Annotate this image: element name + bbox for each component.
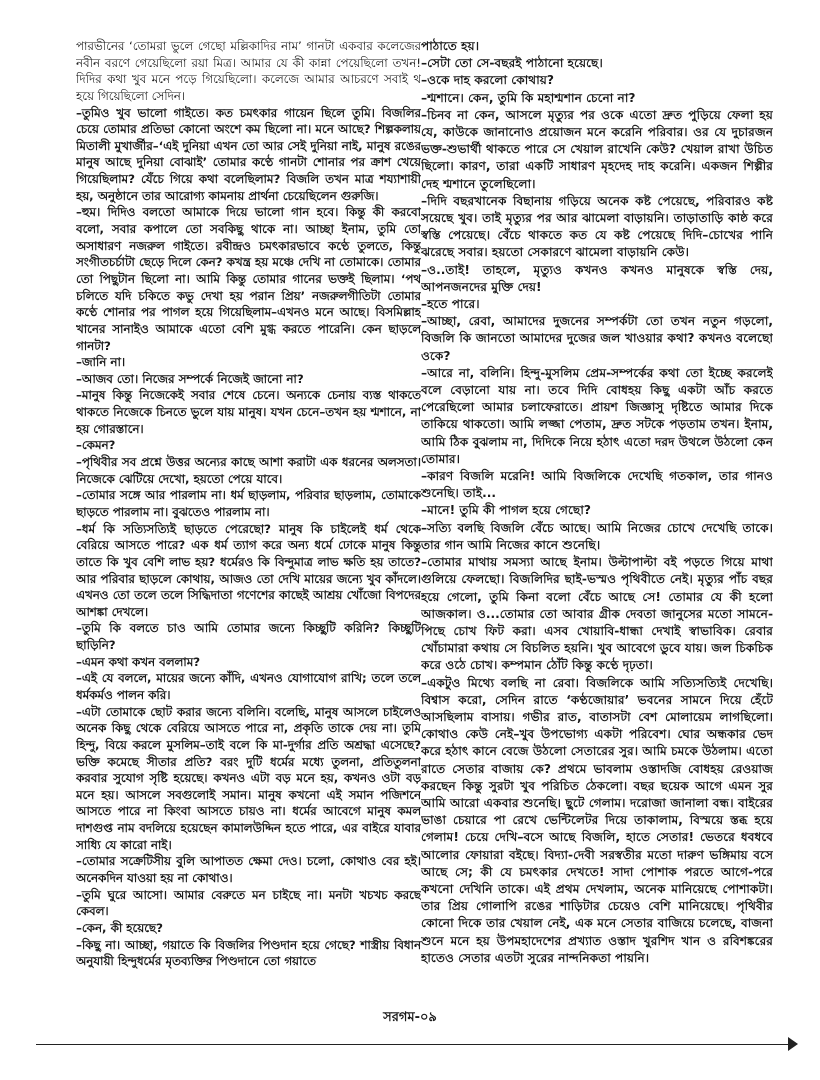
dialogue-paragraph: –তুমিও খুব ভালো গাইতে। কত চমৎকার গায়েন ছিলে তুমি। বিজলির চেয়ে তোমার প্রতিভা কোনো অংশে কম ছিলো না। মনে আছে? শিল্পকলায় মিতালী মুখার্জীর–‘এই দুনিয়া এখন তো আর সেই দুনিয়া নাই, মানুষ রঙের মানুষ আছে দুনিয়া বোঝাই’ তোমার কণ্ঠে গানটা শোনার পর ক্রাশ খেয়ে গিয়েছিলাম? যেঁচে গিয়ে কথা বলেছিলাম? বিজলি তখন মাত্র শয্যাশায়ী হয়, অনুষ্ঠানে তার আরোগ্য কামনায় প্রার্থনা চেয়েছিলেন গুরুজি। (76, 105, 421, 203)
right-text-column (421, 38, 773, 998)
dialogue-paragraph: –কেন, কী হয়েছে? (76, 920, 163, 935)
dialogue-paragraph: –এটা তোমাকে ছোট করার জন্যে বলিনি। বলেছি, মানুষ আসলে চাইলেও অনেক কিছু থেকে বেরিয়ে আসতে পারে না, প্রকৃতি তাকে দেয় না। তুমি হিন্দু, বিয়ে করলে মুসলিম–তাই বলে কি মা-দুর্গার প্রতি অশ্রদ্ধা এসেছে? ভক্তি কমেছে সীতার প্রতি? বরং দুটি ধর্মের মধ্যে তুলনা, প্রতিতুলনা করবার সুযোগ সৃষ্টি হয়েছে। কখনও এটা বড় মনে হয়, কখনও ওটা বড় মনে হয়। আসলে সবগুলোই সমান। মানুষ কখনো এই সমান পজিশনে আসতে পারে না কিংবা আসতে চায়ও না। ধর্মের আবেগে মানুষ কমল দাশগুপ্ত নাম বদলিয়ে হয়েছেন কামালউদ্দিন হতে পারে, এর বাইরে যাবার সাধ্যি যে কারো নাই। (76, 704, 421, 852)
dialogue-paragraph: –মানে! তুমি কী পাগল হয়ে গেছো? (421, 503, 591, 518)
dialogue-paragraph: –ওকে দাহ করলো কোথায়? (421, 73, 554, 88)
dialogue-paragraph: –এই যে বললে, মায়ের জন্যে কাঁদি, এখনও যোগাযোগ রাখি; তলে তলে ধর্মকর্মও পালন করি। (76, 671, 421, 702)
dialogue-paragraph: –হতে পারে। (421, 297, 480, 312)
dialogue-paragraph: –জানি না। (76, 355, 126, 370)
dialogue-paragraph: –তোমার মাথায় সমস্যা আছে ইনাম। উল্টাপাল্টা বই পড়তে গিয়ে মাথা গুলিয়ে ফেলছো। বিজলিদির ছাই-ভস্মও পৃথিবীতে নেই। মৃত্যুর পাঁচ বছর হয়ে গেলো, তুমি কিনা বলো বেঁচে আছে সে! তোমার যে কী হলো আজকাল। ও...তোমার তো আবার গ্রীক দেবতা জানুসের মতো সামনে-পিছে চোখ ফিট করা। এসব খোয়াবি-ধান্ধা দেখাই স্বাভাবিক। রেবার খোঁচামারা কথায় সে বিচলিত হয়নি। খুব আবেগে ডুবে যায়। জল চিকচিক করে ওঠে চোখ। কম্পমান ঠোঁট কিন্তু কণ্ঠে দৃঢ়তা। (421, 555, 773, 673)
dialogue-paragraph: –তোমার সঙ্গে আর পারলাম না। ধর্ম ছাড়লাম, পরিবার ছাড়লাম, তোমাকে ছাড়তে পারলাম না। বুঝতেও পারলাম না। (76, 488, 421, 519)
dialogue-paragraph: –সত্যি বলছি বিজলি বেঁচে আছে। আমি নিজের চোখে দেখেছি তাকে। তার গান আমি নিজের কানে শুনেছি। (421, 520, 773, 552)
dialogue-paragraph: –ধর্ম কি সত্যিসত্যিই ছাড়তে পেরেছো? মানুষ কি চাইলেই ধর্ম থেকে বেরিয়ে আসতে পারে? এক ধর্ম ত্যাগ করে অন্য ধর্মে ঢোকে মানুষ কিন্তু তাতে কি খুব বেশি লাভ হয়? ধর্মেরও কি বিন্দুমাত্র লাভ ক্ষতি হয় তাতে? আর পরিবার ছাড়লে কোথায়, আজও তো দেখি মায়ের জন্যে খুব কাঁদলে। এখনও তো তলে তলে সিদ্ধিদাতা গণেশের কাছেই আশ্রয় খোঁজো বিপদের আশঙ্কা দেখলে। (76, 521, 421, 619)
dialogue-paragraph: –আজব তো। নিজের সম্পর্কে নিজেই জানো না? (76, 371, 304, 386)
dialogue-paragraph: –কিছু না। আচ্ছা, গয়াতে কি বিজলির পিণ্ডদান হয়ে গেছে? শাস্ত্রীয় বিধান অনুযায়ী হিন্দুধর্মের মৃতব্যক্তির পিণ্ডদানে তো গয়াতে (76, 937, 421, 969)
dialogue-paragraph: –পৃথিবীর সব প্রশ্নে উত্তর অন্যের কাছে আশা করাটা এক ধরনের অলসতা। নিজেকে ঝেটিয়ে দেখো, হয়তো পেয়ে যাবে। (76, 455, 421, 486)
left-text-column (76, 38, 421, 998)
dialogue-paragraph: পাঠাতে হয়। (421, 39, 480, 53)
arrow-right-icon (788, 1037, 798, 1051)
dialogue-paragraph: –তুমি কি বলতে চাও আমি তোমার জন্যে কিচ্ছুটি করিনি? কিচ্ছুটি ছাড়িনি? (76, 621, 421, 653)
dialogue-paragraph: –চিনব না কেন, আসলে মৃত্যুর পর ওকে এতো দ্রুত পুড়িয়ে ফেলা হয় যে, কাউকে জানানোও প্রয়োজন মনে করেনি পরিবার। ওর যে দুচারজন ভক্ত-শুভার্থী থাকতে পারে সে খেয়াল রাখেনি কেউ? খেয়াল রাখা উচিত ছিলো। কারণ, তারা একটি সাধারণ মৃহদেহ দাহ করেনি। একজন শিল্পীর দেহ শ্মশানে তুলেছিলো। (421, 107, 773, 191)
paragraph: পারভীনের ‘তোমরা ভুলে গেছো মল্লিকাদির নাম’ গানটা একবার কলেজের নবীন বরণে গেয়েছিলো রয়া মিত্র। আমার যে কী কান্না পেয়েছিলো তখন! দিদির কথা খুব মনে পড়ে গিয়েছিলো। কলেজে আমার আচরণে সবাই থ হয়ে গিয়েছিলো সেদিন। (76, 39, 421, 103)
dialogue-paragraph: –এমন কথা কখন বললাম? (76, 654, 201, 669)
footer-rule (36, 1044, 792, 1045)
dialogue-paragraph: –সেটা তো সে-বছরই পাঠানো হয়েছে। (421, 56, 603, 71)
dialogue-paragraph: –আচ্ছা, রেবা, আমাদের দুজনের সম্পর্কটা তো তখন নতুন গড়লো, বিজলি কি জানতো আমাদের দুজের জল খাওয়ার কথা? কখনও বলেছো ওকে? (421, 314, 773, 363)
dialogue-paragraph: –একটুও মিথ্যে বলছি না রেবা। বিজলিকে আমি সত্যিসত্যিই দেখেছি। বিশ্বাস করো, সেদিন রাতে ‘কণ্ঠজোয়ার’ ভবনের সামনে দিয়ে হেঁটে আসছিলাম বাসায়। গভীর রাত, বাতাসটা বেশ মোলায়েম লাগছিলো। কোথাও কেউ নেই–খুব উপভোগ্য একটা পরিবেশ। ঘোর অন্ধকার ভেদ করে হঠাৎ কানে বেজে উঠলো সেতারের সুর। আমি চমকে উঠলাম। এতো রাতে সেতার বাজায় কে? প্রথমে ভাবলাম ওস্তাদজি বোধহয় রেওয়াজ করছেন কিন্তু সুরটা খুব পরিচিত ঠেকলো। বছর ছয়েক আগে এমন সুর আমি আরো একবার শুনেছি। ছুটে গেলাম। দরোজা জানালা বন্ধ। বাইরের ভাঙা চেয়ারে পা রেখে ভেন্টিলেটর দিয়ে তাকালাম, বিস্ময়ে স্তব্ধ হয়ে গেলাম! চেয়ে দেখি–বসে আছে বিজলি, হাতে সেতার! ভেতরে ধবধবে আলোর ফোয়ারা বইছে। বিদ্যা-দেবী সরস্বতীর মতো দারুণ ভঙ্গিমায় বসে আছে সে; কী যে চমৎকার দেখতে! সাদা পোশাক পরতে আগে-পরে কখনো দেখিনি তাকে। এই প্রথম দেখলাম, অনেক মানিয়েছে পোশাকটা। তার প্রিয় গোলাপি রঙের শাড়িটার চেয়েও বেশি মানিয়েছে। পৃথিবীর কোনো দিকে তার খেয়াল নেই, এক মনে সেতার বাজিয়ে চলেছে, বাজনা শুনে মনে হয় উপমহাদেশের প্রখ্যাত ওস্তাদ খুরশিদ খান ও রবিশঙ্করের হাতেও সেতার এতটা সুরের নান্দনিকতা পায়নি। (421, 675, 773, 965)
page-folio: সরগম-০৯ (383, 1010, 437, 1025)
dialogue-paragraph: –শ্মশানে। কেন, তুমি কি মহাশ্মশান চেনো না? (421, 90, 636, 105)
dialogue-paragraph: –দিদি বছরখানেক বিছানায় গড়িয়ে অনেক কষ্ট পেয়েছে, পরিবারও কষ্ট সয়েছে খুব। তাই মৃত্যুর পর আর ঝামেলা বাড়ায়নি। তাড়াতাড়ি কাষ্ঠ করে স্বস্তি পেয়েছে। বেঁচে থাকতে কত যে কষ্ট পেয়েছে দিদি–চোখের পানি ঝরেছে সবার। হয়তো সেকারণে ঝামেলা বাড়ায়নি কেউ। (421, 193, 773, 260)
dialogue-paragraph: –তোমার সক্রেটিসীয় বুলি আপাতত ক্ষেমা দেও। চলো, কোথাও বের হই। অনেকদিন যাওয়া হয় না কোথাও। (76, 854, 421, 886)
dialogue-paragraph: –হুম। দিদিও বলতো আমাকে দিয়ে ভালো গান হবে। কিন্তু কী করবো বলো, সবার কপালে তো সবকিছু থাকে না। আচ্ছা ইনাম, তুমি তো অসাধারণ নজরুল গাইতে। রবীন্দ্রও চমৎকারভাবে কণ্ঠে তুলতে, কিন্তু সংগীতচর্চাটা ছেড়ে দিলে কেন? কখন্ত্র হয় মঞ্চে দেখি না তোমাকে। তোমার তো পিছুটান ছিলো না। আমি কিন্তু তোমার গানের ভক্তই ছিলাম। ‘পথ চলিতে যদি চকিতে কভু দেখা হয় পরান প্রিয়’ নজরুলগীতিটা তোমার কণ্ঠে শোনার পর পাগল হয়ে গিয়েছিলাম–এখনও মনে আছে। বিসমিল্লাহ খানের সানাইও আমাকে এতো বেশি মুগ্ধ করতে পারেনি। কেন ছাড়লে গানটা? (76, 205, 421, 353)
dialogue-paragraph: –ও..তাই! তাহলে, মৃত্যুও কখনও কখনও মানুষকে স্বস্তি দেয়, আপনজনদের মুক্তি দেয়! (421, 262, 773, 294)
dialogue-paragraph: –কারণ বিজলি মরেনি! আমি বিজলিকে দেখেছি গতকাল, তার গানও শুনেছি। তাই... (421, 469, 773, 501)
dialogue-paragraph: –মানুষ কিন্তু নিজেকেই সবার শেষে চেনে। অন্যকে চেনায় ব্যস্ত থাকতে থাকতে নিজেকে চিনতে ভুলে যায় মানুষ। যখন চেনে–তখন হয় শ্মশানে, না হয় গোরস্তানে। (76, 388, 421, 436)
dialogue-paragraph: –তুমি ঘুরে আসো। আমার বেরুতে মন চাইছে না। মনটা খচখচ করছে কেবল। (76, 887, 421, 919)
dialogue-paragraph: –আরে না, বলিনি। হিন্দু-মুসলিম প্রেম-সম্পর্কের কথা তো ইচ্ছে করলেই বলে বেড়ানো যায় না। তবে দিদি বোধহয় কিছু একটা আঁচ করতে পেরেছিলো আমার চলাফেরাতে। প্রায়শ জিজ্ঞাসু দৃষ্টিতে আমার দিকে তাকিয়ে থাকতো। আমি লজ্জা পেতাম, দ্রুত সটকে পড়তাম তখন। ইনাম, আমি ঠিক বুঝলাম না, দিদিকে নিয়ে হঠাৎ এতো দরদ উথলে উঠলো কেন তোমার। (421, 365, 773, 466)
dialogue-paragraph: –কেমন? (76, 438, 116, 453)
